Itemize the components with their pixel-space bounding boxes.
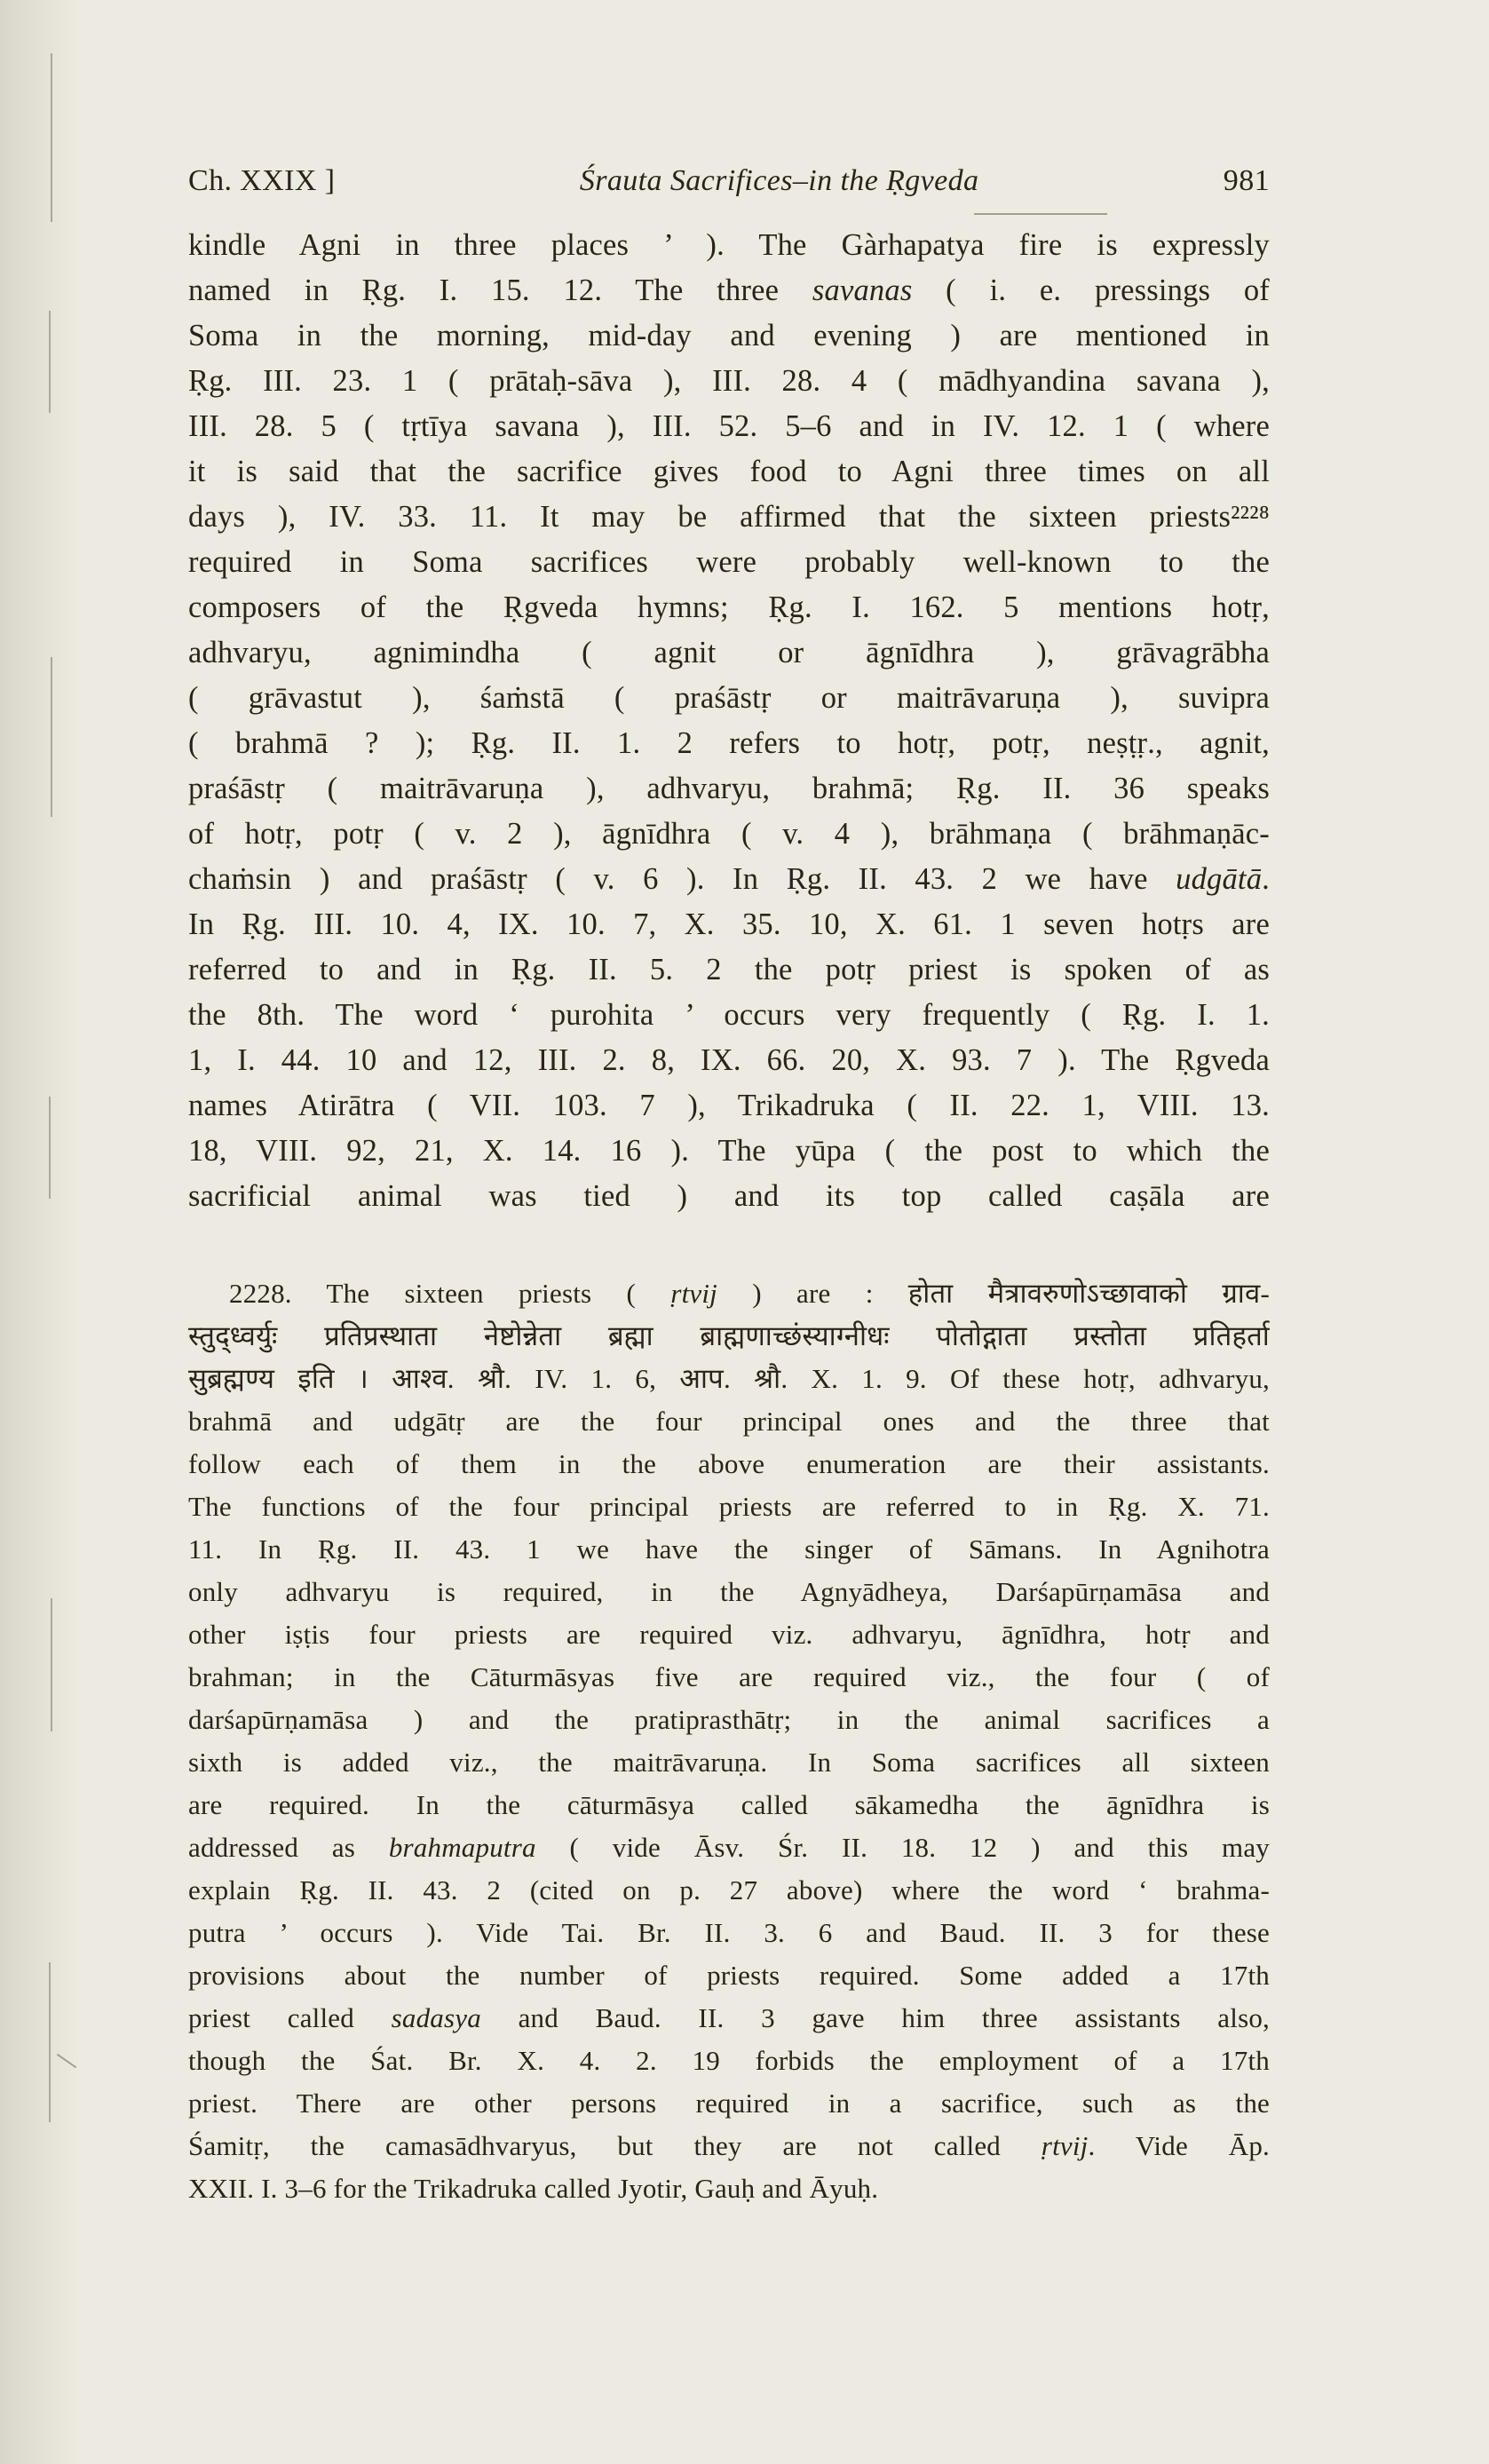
footnote-line: brahmā and udgātṛ are the four principal ones and the three that [188,1406,1270,1437]
body-line: In Ṛg. III. 10. 4, IX. 10. 7, X. 35. 10, X. 61. 1 seven hotṛs are [188,907,1270,941]
body-line: chaṁsin ) and praśāstṛ ( v. 6 ). In Ṛg. II. 43. 2 we have udgātā. [188,862,1270,896]
body-line: ( grāvastut ), śaṁstā ( praśāstṛ or maitrāvaruṇa ), suvipra [188,681,1270,715]
footnote [188,1272,1270,2210]
footnote-line: putra ’ occurs ). Vide Tai. Br. II. 3. 6 and Baud. II. 3 for these [188,1917,1270,1948]
footnote-line: follow each of them in the above enumeration are their assistants. [188,1448,1270,1479]
page-number: 981 [1223,164,1270,197]
body-line: Ṛg. III. 23. 1 ( prātaḥ-sāva ), III. 28. 4 ( mādhyandina savana ), [188,364,1270,398]
body-text [188,223,1270,1219]
body-line: names Atirātra ( VII. 103. 7 ), Trikadruka ( II. 22. 1, VIII. 13. [188,1089,1270,1122]
body-line: 18, VIII. 92, 21, X. 14. 16 ). The yūpa ( the post to which the [188,1134,1270,1168]
page-header [188,158,1270,203]
footnote-line: The functions of the four principal priests are referred to in Ṛg. X. 71. [188,1491,1270,1522]
body-line: named in Ṛg. I. 15. 12. The three savanas ( i. e. pressings of [188,273,1270,307]
scan-gutter-shadow [0,0,80,2464]
scan-edge-mark [49,1962,51,2122]
body-line: days ), IV. 33. 11. It may be affirmed that the sixteen priests²²²⁸ [188,500,1270,534]
footnote-line: priest called sadasya and Baud. II. 3 gave him three assistants also, [188,2002,1270,2033]
page-title: Śrauta Sacrifices–in the Ṛgveda [579,164,979,197]
footnote-line: other iṣṭis four priests are required viz. adhvaryu, āgnīdhra, hotṛ and [188,1619,1270,1650]
footnote-line: 2228. The sixteen priests ( ṛtvij ) are : होता मैत्रावरुणोऽच्छावाको ग्राव- [229,1278,1270,1309]
footnote-line: provisions about the number of priests required. Some added a 17th [188,1960,1270,1991]
scan-edge-mark [49,1097,51,1199]
footnote-line: though the Śat. Br. X. 4. 2. 19 forbids the employment of a 17th [188,2045,1270,2076]
chapter-label: Ch. XXIX ] [188,164,336,197]
footnote-line: XXII. I. 3–6 for the Trikadruka called Jyotir, Gauḥ and Āyuḥ. [188,2173,879,2204]
body-line: adhvaryu, agnimindha ( agnit or āgnīdhra ), grāvagrābha [188,636,1270,669]
scan-edge-mark [49,311,51,413]
footnote-line: brahman; in the Cāturmāsyas five are required viz., the four ( of [188,1661,1270,1692]
body-line: of hotṛ, potṛ ( v. 2 ), āgnīdhra ( v. 4 ), brāhmaṇa ( brāhmaṇāc- [188,817,1270,851]
body-line: sacrificial animal was tied ) and its top called caṣāla are [188,1179,1270,1213]
body-line: referred to and in Ṛg. II. 5. 2 the potṛ priest is spoken of as [188,953,1270,986]
footnote-line: only adhvaryu is required, in the Agnyādheya, Darśapūrṇamāsa and [188,1576,1270,1607]
scan-edge-mark [51,1598,52,1731]
body-line: the 8th. The word ‘ purohita ’ occurs very frequently ( Ṛg. I. 1. [188,998,1270,1032]
footnote-line: Śamitṛ, the camasādhvaryus, but they are not called ṛtvij. Vide Āp. [188,2130,1270,2161]
footnote-line: darśapūrṇamāsa ) and the pratiprasthātṛ; in the animal sacrifices a [188,1704,1270,1735]
page-content [188,158,1270,2210]
body-line: ( brahmā ? ); Ṛg. II. 1. 2 refers to hotṛ, potṛ, neṣṭṛ., agnit, [188,726,1270,760]
footnote-line: are required. In the cāturmāsya called sākamedha the āgnīdhra is [188,1789,1270,1820]
scan-edge-mark [51,657,52,817]
body-line: kindle Agni in three places ’ ). The Gàrhapatya fire is expressly [188,228,1270,262]
body-line: praśāstṛ ( maitrāvaruṇa ), adhvaryu, brahmā; Ṛg. II. 36 speaks [188,772,1270,805]
footnote-line: explain Ṛg. II. 43. 2 (cited on p. 27 above) where the word ‘ brahma- [188,1874,1270,1905]
footnote-line: addressed as brahmaputra ( vide Āsv. Śr. II. 18. 12 ) and this may [188,1832,1270,1863]
body-line: required in Soma sacrifices were probably well-known to the [188,545,1270,579]
footnote-line: सुब्रह्मण्य इति । आश्व. श्रौ. IV. 1. 6, आप. श्रौ. X. 1. 9. Of these hotṛ, adhvaryu, [188,1363,1270,1394]
footnote-line: स्तुद्ध्वर्युः प्रतिप्रस्थाता नेष्टोन्नेता ब्रह्मा ब्राह्मणाच्छंस्याग्नीधः पोतोद्गाता प्रस्तोता प्रतिहर्ता [188,1320,1270,1351]
body-line: III. 28. 5 ( tṛtīya savana ), III. 52. 5–6 and in IV. 12. 1 ( where [188,409,1270,443]
body-line: composers of the Ṛgveda hymns; Ṛg. I. 162. 5 mentions hotṛ, [188,590,1270,624]
body-line: it is said that the sacrifice gives food to Agni three times on all [188,455,1270,488]
body-line: Soma in the morning, mid-day and evening ) are mentioned in [188,319,1270,353]
footnote-line: priest. There are other persons required in a sacrifice, such as the [188,2088,1270,2119]
body-line: 1, I. 44. 10 and 12, III. 2. 8, IX. 66. 20, X. 93. 7 ). The Ṛgveda [188,1043,1270,1077]
footnote-line: 11. In Ṛg. II. 43. 1 we have the singer of Sāmans. In Agnihotra [188,1533,1270,1565]
scan-edge-mark [51,53,52,222]
footnote-line: sixth is added viz., the maitrāvaruṇa. In Soma sacrifices all sixteen [188,1747,1270,1778]
